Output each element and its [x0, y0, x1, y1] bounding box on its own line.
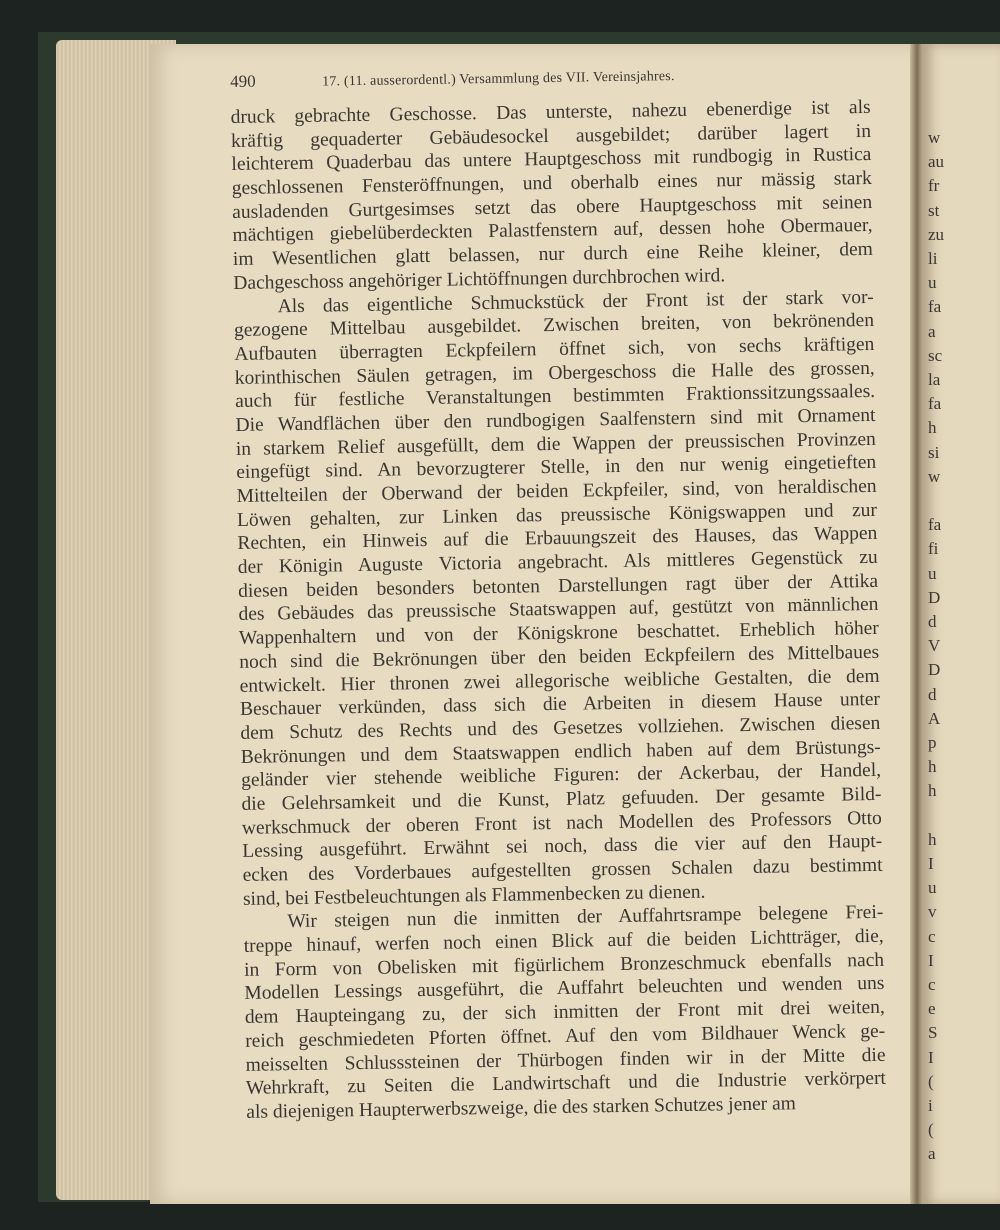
- facing-page-fragment: si: [928, 442, 940, 462]
- facing-page-fragment: e: [928, 999, 936, 1019]
- text-line: Die Wandflächen über den rundbogigen Saalfenstern sind mit Ornament: [235, 404, 876, 436]
- text-line: mächtigen giebelüberdeckten Palastfenstern auf, dessen hohe Obermauer,: [232, 215, 873, 247]
- facing-page-fragment: w: [928, 466, 941, 486]
- text-line: entwickelt. Hier thronen zwei allegorische weibliche Gestalten, die dem: [239, 665, 880, 697]
- facing-page-fragment: p: [928, 733, 937, 752]
- text-line: Modellen Lessings ausgeführt, die Auffahrt beleuchten und wenden uns: [244, 973, 885, 1005]
- text-line: Dachgeschoss angehöriger Lichtöffnungen durchbrochen wird.: [233, 265, 726, 294]
- facing-page-fragment: c: [928, 975, 936, 994]
- facing-page-fragment: fa: [928, 515, 942, 535]
- text-line: dem Schutz des Rechts und des Gesetzes vollziehen. Zwischen diesen: [240, 712, 881, 744]
- text-line: Lessing ausgeführt. Erwähnt sei noch, dass die vier auf den Haupt-: [242, 831, 883, 863]
- text-line: Wir steigen nun die inmitten der Auffahrtsrampe belegene Frei-: [287, 902, 884, 933]
- text-line: sind, bei Festbeleuchtungen als Flammenbecken zu dienen.: [242, 881, 706, 910]
- text-line: kräftig gequaderter Gebäudesockel ausgebildet; darüber lagert in: [230, 120, 872, 152]
- facing-page-fragment: h: [928, 829, 937, 849]
- text-line: Aufbauten überragten Eckpfeilern öffnet sich, von sechs kräftigen: [234, 333, 875, 365]
- text-line: im Wesentlichen glatt belassen, nur durch eine Reihe kleiner, dem: [232, 239, 874, 271]
- text-line: Löwen gehalten, zur Linken das preussische Königswappen und zur: [236, 499, 878, 531]
- text-line: ecken des Vorderbaues aufgestellten grossen Schalen dazu bestimmt: [242, 854, 883, 886]
- text-line: reich geschmiedeten Pforten öffnet. Auf den vom Bildhauer Wenck ge-: [245, 1020, 886, 1052]
- text-line: leichterem Quaderbau das untere Hauptgeschoss mit rundbogig in Rustica: [231, 144, 872, 176]
- facing-page-fragment: A: [928, 708, 941, 728]
- facing-page-fragment: (: [928, 1120, 934, 1140]
- text-line: werkschmuck der oberen Front ist nach Modellen des Professors Otto: [241, 807, 882, 839]
- text-line: geländer vier stehende weibliche Figuren: der Ackerbau, der Handel,: [240, 760, 882, 792]
- text-line: Als das eigentliche Schmuckstück der Front ist der stark vor-: [277, 286, 874, 317]
- facing-page-fragment: I: [928, 1047, 934, 1067]
- text-line: meisselten Schlusssteinen der Thürbogen finden wir in der Mitte die: [245, 1044, 886, 1076]
- facing-page-fragment: u: [928, 273, 937, 293]
- text-line: korinthischen Säulen getragen, im Obergeschoss die Halle des grossen,: [234, 357, 875, 389]
- facing-page-fragment: v: [928, 902, 937, 922]
- text-line: eingefügt sind. An bevorzugterer Stelle, in den nur wenig eingetieften: [236, 452, 877, 484]
- text-line: Beschauer verkünden, dass sich die Arbeiten in diesem Hause unter: [239, 689, 881, 721]
- facing-page-fragment: li: [928, 249, 938, 268]
- facing-page-fragment: h: [928, 781, 937, 801]
- facing-page-fragment: d: [928, 612, 937, 631]
- text-line: treppe hinauf, werfen noch einen Blick auf die beiden Lichtträger, die,: [243, 925, 884, 957]
- text-line: Rechten, ein Hinweis auf die Erbauungszeit des Hauses, das Wappen: [237, 523, 878, 555]
- text-line: in Form von Obelisken mit figürlichem Bronzeschmuck ebenfalls nach: [243, 949, 885, 981]
- text-line: Bekrönungen und dem Staatswappen endlich haben auf dem Brüstungs-: [240, 736, 881, 768]
- facing-page-fragment: h: [928, 418, 937, 438]
- facing-page-fragment: st: [928, 200, 940, 220]
- text-line: als diejenigen Haupterwerbszweige, die des starken Schutzes jener am: [246, 1093, 797, 1123]
- facing-page-fragment: V: [928, 636, 941, 656]
- text-line: gezogene Mittelbau ausgebildet. Zwischen breiten, von bekrönenden: [233, 310, 875, 342]
- facing-page-fragment: sc: [928, 345, 943, 365]
- text-line: noch sind die Bekrönungen über den beiden Eckpfeilern des Mittelbaues: [239, 641, 880, 673]
- text-line: geschlossenen Fensteröffnungen, und oberhalb eines nur mässig stark: [231, 167, 872, 200]
- facing-page-fragment: fa: [928, 297, 942, 317]
- text-line: in starkem Relief ausgefüllt, dem die Wappen der preussischen Provinzen: [235, 428, 877, 460]
- facing-page-fragment: fi: [928, 539, 939, 559]
- facing-page-fragment: I: [928, 950, 934, 970]
- facing-page-fragment: h: [928, 757, 937, 777]
- facing-page-fragment: (: [928, 1071, 934, 1091]
- facing-page-fragment: S: [928, 1023, 938, 1043]
- facing-page-fragment: fr: [928, 176, 940, 196]
- text-line: auch für festliche Veranstaltungen bestimmten Fraktionssitzungssaales.: [235, 381, 876, 413]
- facing-page-fragment: fa: [928, 394, 942, 414]
- text-line: die Gelehrsamkeit und die Kunst, Platz gefuuden. Der gesamte Bild-: [241, 783, 882, 815]
- facing-page-fragment: u: [928, 878, 937, 898]
- facing-page-fragment: w: [928, 128, 941, 147]
- text-line: druck gebrachte Geschosse. Das unterste, nahezu ebenerdige ist als: [230, 96, 871, 128]
- facing-page-fragment: I: [928, 854, 934, 873]
- facing-page-fragment: c: [928, 926, 936, 946]
- facing-page-fragment: a: [928, 321, 936, 341]
- text-line: Wehrkraft, zu Seiten die Landwirtschaft und die Industrie verkörpert: [245, 1068, 887, 1100]
- body-text: [231, 96, 887, 1124]
- running-head: 17. (11. ausserordentl.) Versammlung des VII. Vereinsjahres.: [322, 69, 675, 90]
- facing-page-fragment: la: [928, 370, 941, 389]
- page-content: [230, 62, 886, 1124]
- text-line: Wappenhaltern und von der Königskrone beschattet. Erheblich höher: [238, 618, 879, 650]
- facing-page-fragment: D: [928, 660, 941, 680]
- facing-page-fragment: a: [928, 1144, 936, 1164]
- facing-page-fragment: d: [928, 684, 937, 704]
- page-number: 490: [230, 71, 256, 91]
- facing-page-fragment: u: [928, 563, 937, 583]
- facing-page-fragment: D: [928, 587, 941, 607]
- facing-page-fragment: i: [928, 1096, 933, 1115]
- right-page: [922, 44, 1000, 1204]
- text-line: diesen beiden besonders betonten Darstellungen ragt über der Attika: [237, 570, 879, 602]
- text-line: des Gebäudes das preussische Staatswappen auf, gestützt von männlichen: [238, 594, 879, 626]
- text-line: der Königin Auguste Victoria angebracht. Als mittleres Gegenstück zu: [237, 546, 878, 579]
- text-line: Mittelteilen der Oberwand der beiden Eckpfeiler, sind, von heraldischen: [236, 475, 877, 507]
- text-line: ausladenden Gurtgesimses setzt das obere Hauptgeschoss mit seinen: [232, 191, 873, 223]
- text-line: dem Haupteingang zu, der sich inmitten der Front mit drei weiten,: [244, 996, 885, 1029]
- facing-page-fragment: zu: [928, 224, 945, 244]
- facing-page-fragment: au: [928, 152, 945, 172]
